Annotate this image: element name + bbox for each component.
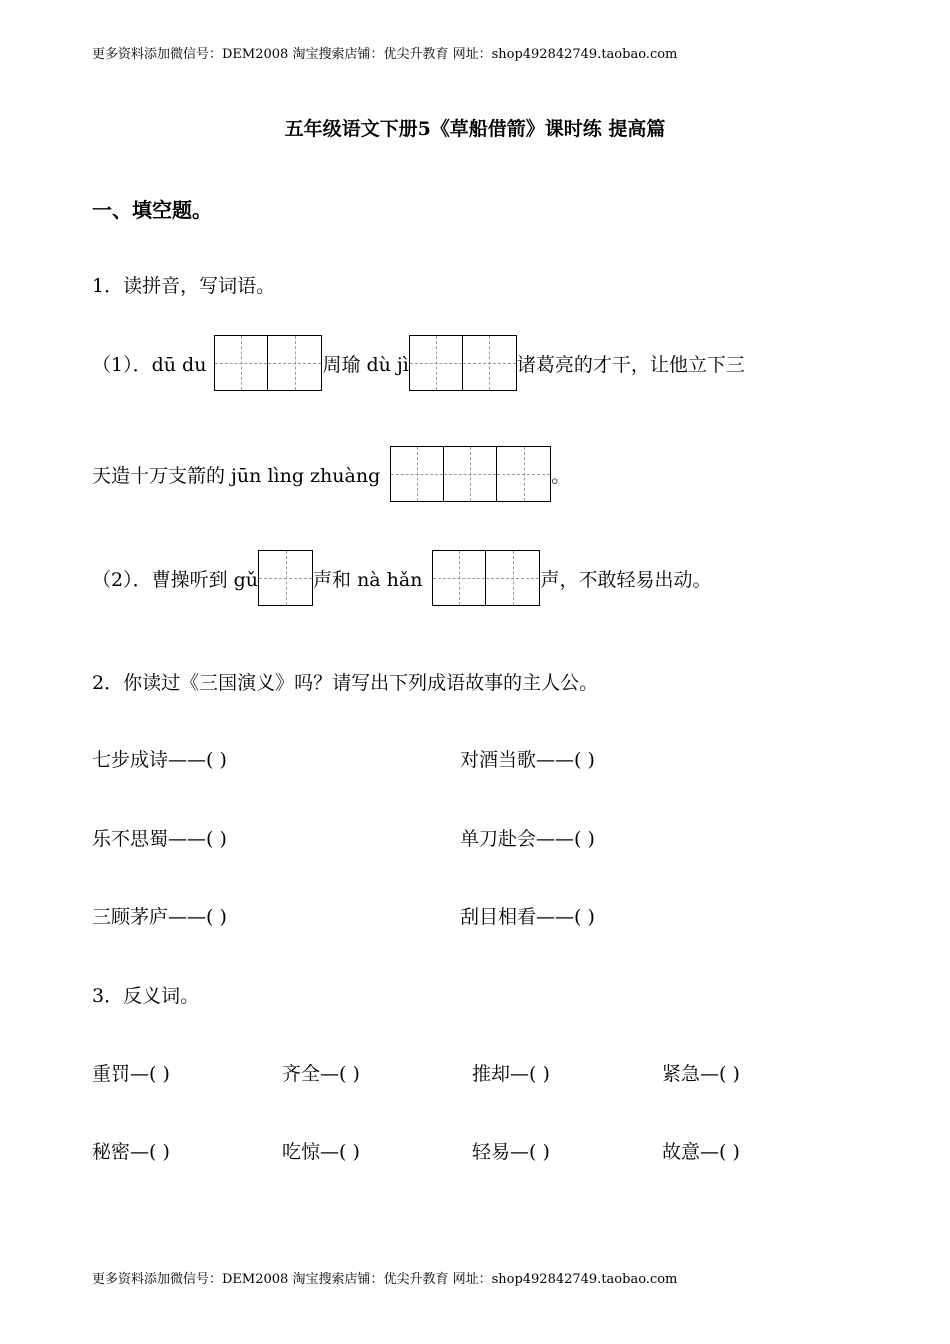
antonym-item[interactable]: 紧急—( ) <box>662 1063 740 1085</box>
writing-cell[interactable] <box>463 336 516 390</box>
writing-cell[interactable] <box>497 447 550 501</box>
writing-cell[interactable] <box>268 336 321 390</box>
antonym-item[interactable]: 吃惊—( ) <box>282 1141 360 1163</box>
antonym-item[interactable]: 推却—( ) <box>472 1063 550 1085</box>
question-1-part-1-line-1 <box>92 335 745 391</box>
writing-cell[interactable] <box>215 336 268 390</box>
idiom-item[interactable]: 刮目相看——( ) <box>460 906 595 928</box>
antonym-item[interactable]: 秘密—( ) <box>92 1141 170 1163</box>
question-1-prompt: 1．读拼音，写词语。 <box>92 275 276 297</box>
page-title: 五年级语文下册5《草船借箭》课时练 提高篇 <box>284 118 666 140</box>
writing-grid-nahan[interactable] <box>432 550 540 606</box>
sentence-end: 。 <box>551 464 571 487</box>
writing-cell[interactable] <box>391 447 444 501</box>
question-2-prompt: 2．你读过《三国演义》吗？请写出下列成语故事的主人公。 <box>92 672 599 694</box>
idiom-item[interactable]: 七步成诗——( ) <box>92 749 227 771</box>
writing-grid-duji[interactable] <box>409 335 517 391</box>
page-header: 更多资料添加微信号：DEM2008 淘宝搜索店铺：优尖升教育 网址：shop492842749.taobao.com <box>92 47 678 62</box>
pinyin-junlingzhuang-label: 天造十万支箭的 jūn lìng zhuàng <box>92 464 381 487</box>
idiom-item[interactable]: 对酒当歌——( ) <box>460 749 595 771</box>
page-footer: 更多资料添加微信号：DEM2008 淘宝搜索店铺：优尖升教育 网址：shop492842749.taobao.com <box>92 1272 678 1287</box>
antonym-item[interactable]: 重罚—( ) <box>92 1063 170 1085</box>
writing-cell[interactable] <box>259 551 312 605</box>
sentence-end: 声，不敢轻易出动。 <box>540 568 712 591</box>
pinyin-nahan-label: 声和 nà hǎn <box>313 568 423 591</box>
idiom-item[interactable]: 三顾茅庐——( ) <box>92 906 227 928</box>
antonym-item[interactable]: 轻易—( ) <box>472 1141 550 1163</box>
writing-cell[interactable] <box>444 447 497 501</box>
pinyin-dudu-label: （1）．dū du <box>92 353 207 376</box>
idiom-item[interactable]: 单刀赴会——( ) <box>460 828 595 850</box>
writing-grid-junlingzhuang[interactable] <box>390 446 551 502</box>
pinyin-duji-label: 周瑜 dù jì <box>322 353 409 376</box>
question-3-prompt: 3．反义词。 <box>92 985 200 1007</box>
writing-cell[interactable] <box>433 551 486 605</box>
writing-cell[interactable] <box>410 336 463 390</box>
writing-grid-gu[interactable] <box>258 550 313 606</box>
sentence-continuation: 诸葛亮的才干，让他立下三 <box>516 353 745 376</box>
pinyin-gu-label: （2）．曹操听到 gǔ <box>92 568 259 591</box>
idiom-item[interactable]: 乐不思蜀——( ) <box>92 828 227 850</box>
question-1-part-1-line-2 <box>92 446 570 502</box>
section-heading-fill-blanks: 一、填空题。 <box>92 198 212 222</box>
writing-grid-dudu[interactable] <box>214 335 322 391</box>
writing-cell[interactable] <box>486 551 539 605</box>
antonym-item[interactable]: 齐全—( ) <box>282 1063 360 1085</box>
question-1-part-2 <box>92 550 712 606</box>
antonym-item[interactable]: 故意—( ) <box>662 1141 740 1163</box>
